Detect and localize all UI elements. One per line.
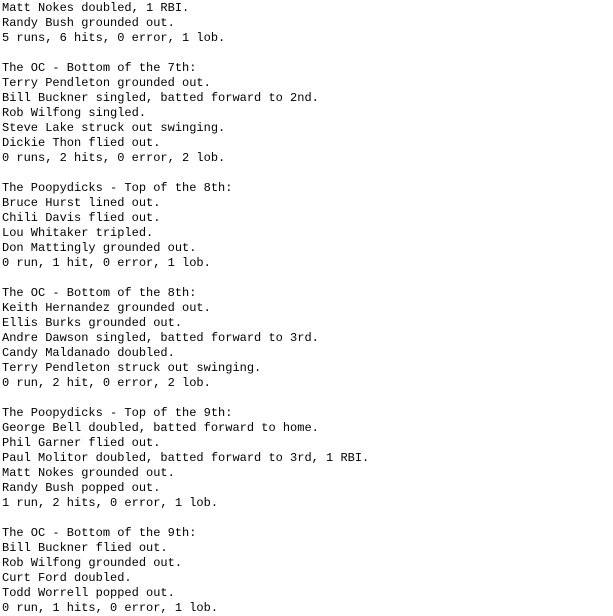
inning-summary-line: 5 runs, 6 hits, 0 error, 1 lob.	[2, 31, 226, 45]
inning-summary-line: 0 run, 1 hits, 0 error, 1 lob.	[2, 601, 219, 615]
play-line: Lou Whitaker tripled.	[2, 226, 154, 240]
play-line: Randy Bush grounded out.	[2, 16, 175, 30]
blank-line	[2, 391, 613, 406]
inning-summary-line: 0 runs, 2 hits, 0 error, 2 lob.	[2, 151, 226, 165]
inning-summary-line: 1 run, 2 hits, 0 error, 1 lob.	[2, 496, 219, 510]
play-line: Todd Worrell popped out.	[2, 586, 175, 600]
inning-heading: The OC - Bottom of the 9th:	[2, 526, 197, 540]
inning-heading: The Poopydicks - Top of the 9th:	[2, 406, 233, 420]
inning-heading: The OC - Bottom of the 8th:	[2, 286, 197, 300]
play-line: Matt Nokes grounded out.	[2, 466, 175, 480]
play-line: Terry Pendleton struck out swinging.	[2, 361, 262, 375]
play-line: Ellis Burks grounded out.	[2, 316, 183, 330]
play-line: Chili Davis flied out.	[2, 211, 161, 225]
play-line: Don Mattingly grounded out.	[2, 241, 197, 255]
play-line: Andre Dawson singled, batted forward to 3rd.	[2, 331, 319, 345]
play-line: Rob Wilfong grounded out.	[2, 556, 183, 570]
play-line: Bruce Hurst lined out.	[2, 196, 161, 210]
play-line: Terry Pendleton grounded out.	[2, 76, 211, 90]
inning-heading: The OC - Bottom of the 7th:	[2, 61, 197, 75]
inning-summary-line: 0 run, 2 hit, 0 error, 2 lob.	[2, 376, 211, 390]
play-line: George Bell doubled, batted forward to home.	[2, 421, 319, 435]
inning-summary-line: 0 run, 1 hit, 0 error, 1 lob.	[2, 256, 211, 270]
play-line: Phil Garner flied out.	[2, 436, 161, 450]
play-line: Curt Ford doubled.	[2, 571, 132, 585]
play-line: Bill Buckner flied out.	[2, 541, 168, 555]
play-line: Paul Molitor doubled, batted forward to 3rd, 1 RBI.	[2, 451, 370, 465]
blank-line	[2, 271, 613, 286]
play-line: Steve Lake struck out swinging.	[2, 121, 226, 135]
play-line: Dickie Thon flied out.	[2, 136, 161, 150]
play-line: Rob Wilfong singled.	[2, 106, 147, 120]
play-line: Bill Buckner singled, batted forward to 2nd.	[2, 91, 319, 105]
play-line: Candy Maldanado doubled.	[2, 346, 175, 360]
blank-line	[2, 511, 613, 526]
play-line: Matt Nokes doubled, 1 RBI.	[2, 1, 190, 15]
play-line: Randy Bush popped out.	[2, 481, 161, 495]
blank-line	[2, 166, 613, 181]
inning-heading: The Poopydicks - Top of the 8th:	[2, 181, 233, 195]
blank-line	[2, 46, 613, 61]
play-line: Keith Hernandez grounded out.	[2, 301, 211, 315]
